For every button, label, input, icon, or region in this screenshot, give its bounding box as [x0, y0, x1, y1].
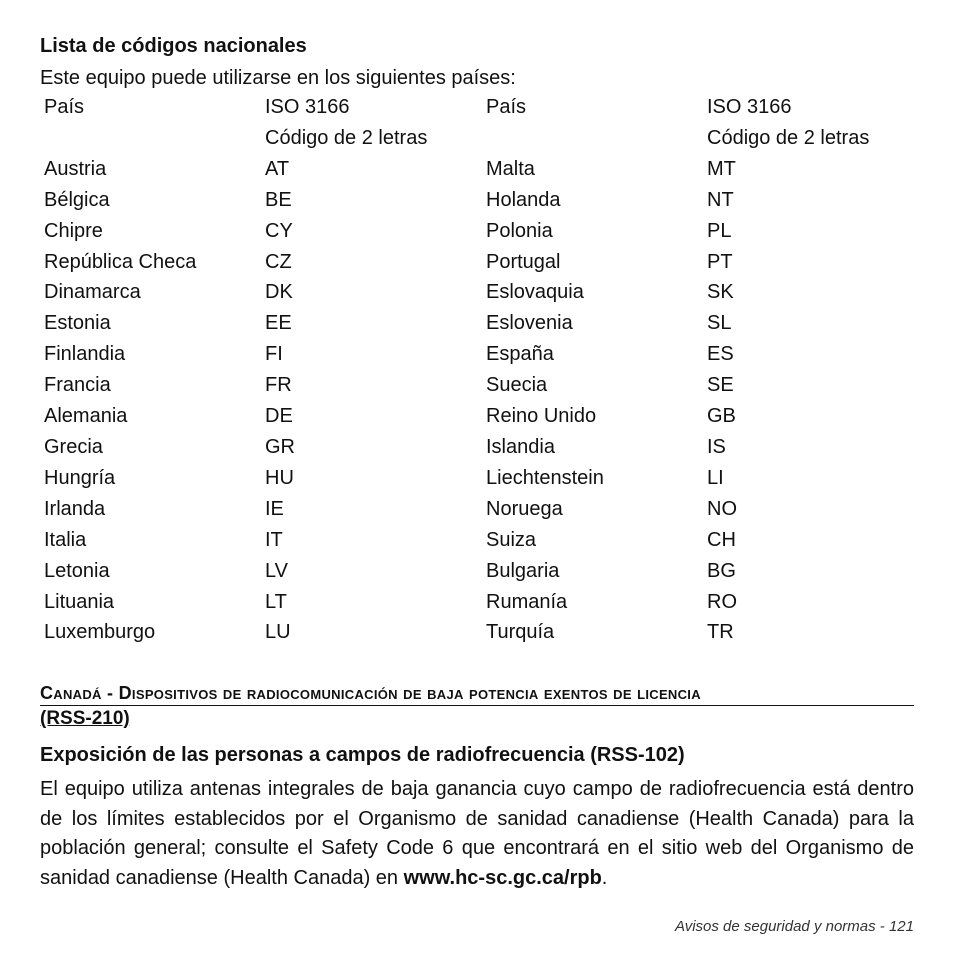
country-name-cell: Malta [486, 157, 535, 180]
country-code-cell: BG [707, 559, 736, 582]
country-code-cell: EE [265, 312, 292, 335]
country-name-cell: Francia [44, 374, 111, 397]
country-code-cell: BE [265, 188, 292, 211]
table-row [40, 247, 897, 278]
table-row [40, 370, 897, 401]
table-row [40, 525, 897, 556]
country-code-cell: AT [265, 157, 290, 180]
country-code-cell: IT [265, 528, 283, 551]
country-codes-table [40, 92, 897, 648]
country-code-cell: GR [265, 435, 295, 458]
country-code-cell: LT [265, 590, 287, 613]
country-name-cell: España [486, 343, 554, 366]
table-row [40, 154, 897, 185]
table-header-cell [40, 123, 261, 154]
table-header-cell: ISO 3166 [265, 96, 350, 118]
country-code-cell: NT [707, 188, 734, 211]
country-code-cell: DK [265, 281, 293, 304]
section-title-text: Canadá - Dispositivos de radiocomunicación de baja potencia exentos de licencia [40, 683, 701, 703]
table-row [40, 463, 897, 494]
country-name-cell: Italia [44, 528, 87, 551]
country-code-cell: FI [265, 343, 283, 366]
table-header-cell: Código de 2 letras [265, 126, 428, 149]
url-link[interactable]: www.hc-sc.gc.ca/rpb [403, 866, 602, 889]
country-name-cell: Suecia [486, 374, 548, 397]
country-name-cell: Grecia [44, 435, 103, 458]
country-name-cell: Eslovenia [486, 312, 573, 335]
country-name-cell: Bulgaria [486, 559, 560, 582]
table-row [40, 494, 897, 525]
country-name-cell: Dinamarca [44, 281, 141, 304]
country-name-cell: Islandia [486, 435, 555, 458]
paragraph-text: El equipo utiliza antenas integrales de baja ganancia cuyo campo de radiofrecuencia está dentro de los límites establecidos por el Organismo de sanidad canadiense (Health Canada) para la población general; consulte el Safety Code 6 que encontrará en el sitio web del Organismo de sanidad canadiense (Health Canada) en [40, 778, 914, 889]
country-code-cell: TR [707, 621, 734, 644]
country-code-cell: PT [707, 250, 733, 273]
country-name-cell: Turquía [486, 621, 555, 644]
body-paragraph [40, 775, 914, 893]
country-code-cell: SE [707, 374, 734, 397]
country-name-cell: Portugal [486, 250, 561, 273]
country-name-cell: Irlanda [44, 497, 106, 520]
country-name-cell: Finlandia [44, 343, 126, 366]
table-header-cell: ISO 3166 [707, 96, 792, 118]
country-code-cell: SK [707, 281, 734, 304]
country-name-cell: Rumanía [486, 590, 568, 613]
country-code-cell: CY [265, 219, 293, 242]
table-row [40, 339, 897, 370]
country-code-cell: DE [265, 405, 293, 428]
country-code-cell: ES [707, 343, 734, 366]
country-code-cell: HU [265, 466, 294, 489]
country-name-cell: Luxemburgo [44, 621, 156, 644]
country-name-cell: Reino Unido [486, 405, 597, 428]
country-name-cell: Chipre [44, 219, 103, 242]
country-name-cell: Holanda [486, 188, 561, 211]
table-row [40, 432, 897, 463]
table-row [40, 216, 897, 247]
table-header-cell [482, 123, 703, 154]
country-name-cell: Estonia [44, 312, 111, 335]
country-code-cell: NO [707, 497, 737, 520]
table-header-cell: País [486, 96, 527, 118]
table-row [40, 617, 897, 648]
table-header-row [40, 92, 897, 123]
country-code-cell: SL [707, 312, 732, 335]
table-row [40, 556, 897, 587]
table-row [40, 587, 897, 618]
country-name-cell: Noruega [486, 497, 563, 520]
table-row [40, 185, 897, 216]
country-code-cell: FR [265, 374, 292, 397]
country-code-cell: CZ [265, 250, 292, 273]
country-name-cell: Polonia [486, 219, 553, 242]
list-heading: Lista de códigos nacionales [40, 35, 307, 57]
country-name-cell: Eslovaquia [486, 281, 584, 304]
subheading: Exposición de las personas a campos de radiofrecuencia (RSS-102) [40, 744, 685, 766]
table-row [40, 308, 897, 339]
table-row [40, 277, 897, 308]
country-code-cell: MT [707, 157, 736, 180]
section-title [40, 682, 914, 706]
country-code-cell: GB [707, 405, 736, 428]
country-code-cell: LU [265, 621, 291, 644]
country-name-cell: Alemania [44, 405, 128, 428]
country-code-cell: IS [707, 435, 726, 458]
country-name-cell: Suiza [486, 528, 537, 551]
table-header-cell: País [44, 96, 85, 118]
country-name-cell: República Checa [44, 250, 197, 273]
country-code-cell: LI [707, 466, 724, 489]
country-name-cell: Hungría [44, 466, 116, 489]
country-code-cell: PL [707, 219, 732, 242]
country-name-cell: Lituania [44, 590, 115, 613]
country-code-cell: IE [265, 497, 284, 520]
country-name-cell: Bélgica [44, 188, 110, 211]
country-name-cell: Austria [44, 157, 107, 180]
page-footer: Avisos de seguridad y normas - 121 [674, 918, 914, 935]
country-code-cell: CH [707, 528, 736, 551]
country-code-cell: RO [707, 590, 737, 613]
paragraph-end: . [601, 866, 608, 889]
country-name-cell: Liechtenstein [486, 466, 604, 489]
table-row [40, 401, 897, 432]
table-header-row [40, 123, 897, 154]
country-name-cell: Letonia [44, 559, 110, 582]
intro-text: Este equipo puede utilizarse en los siguientes países: [40, 67, 516, 89]
section-code: (RSS-210) [40, 708, 130, 729]
table-header-cell: Código de 2 letras [707, 126, 870, 149]
country-code-cell: LV [265, 559, 288, 582]
